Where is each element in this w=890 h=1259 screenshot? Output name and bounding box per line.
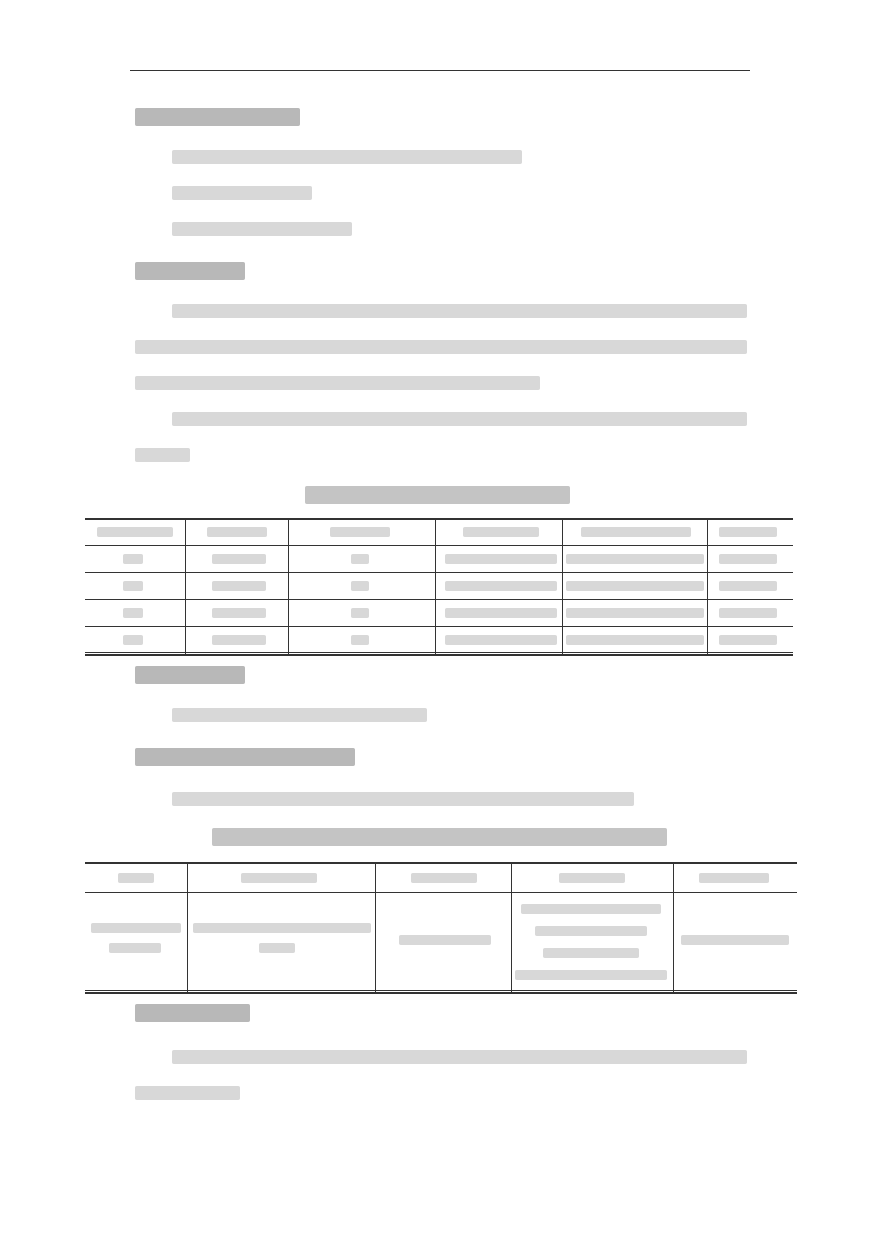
table-caption — [212, 828, 667, 846]
table-cell — [399, 935, 491, 945]
table-cell — [699, 873, 769, 883]
table-cell — [445, 608, 557, 618]
table-cell — [118, 873, 154, 883]
text-line — [135, 448, 190, 462]
section-heading — [135, 1004, 250, 1022]
table-cell — [241, 873, 317, 883]
text-line — [172, 222, 352, 236]
table-cell — [212, 554, 266, 564]
table-divider — [185, 520, 186, 654]
table-cell — [719, 554, 777, 564]
text-line — [135, 340, 747, 354]
table-divider — [435, 520, 436, 654]
table-row — [85, 600, 793, 627]
section-heading — [135, 262, 245, 280]
text-line — [172, 186, 312, 200]
table-cell — [212, 608, 266, 618]
table-divider — [288, 520, 289, 654]
text-line — [172, 412, 747, 426]
section-heading — [135, 108, 300, 126]
text-line — [172, 1050, 747, 1064]
data-table — [85, 518, 793, 656]
table-divider — [511, 864, 512, 992]
section-heading — [135, 666, 245, 684]
table-row — [85, 893, 797, 991]
table-cell — [566, 554, 704, 564]
table-cell — [515, 970, 667, 980]
table-row — [85, 573, 793, 600]
table-cell — [351, 581, 369, 591]
table-cell — [351, 608, 369, 618]
table-divider — [562, 520, 563, 654]
text-line — [135, 1086, 240, 1100]
table-cell — [445, 581, 557, 591]
table-cell — [719, 608, 777, 618]
table-cell — [212, 635, 266, 645]
table-cell — [123, 554, 143, 564]
text-line — [172, 150, 522, 164]
table-cell — [330, 527, 390, 537]
table-cell — [566, 608, 704, 618]
table-cell — [123, 608, 143, 618]
table-cell — [521, 904, 661, 914]
table-cell — [123, 581, 143, 591]
table-row — [85, 520, 793, 546]
table-cell — [123, 635, 143, 645]
table-cell — [351, 554, 369, 564]
table-cell — [719, 527, 777, 537]
table-cell — [91, 923, 181, 933]
table-cell — [463, 527, 539, 537]
table-divider — [187, 864, 188, 992]
table-cell — [445, 554, 557, 564]
table-caption — [305, 486, 570, 504]
table-cell — [212, 581, 266, 591]
table-cell — [566, 581, 704, 591]
table-cell — [719, 581, 777, 591]
section-heading — [135, 748, 355, 766]
table-cell — [259, 943, 295, 953]
table-cell — [97, 527, 173, 537]
table-row — [85, 864, 797, 893]
table-divider — [673, 864, 674, 992]
table-cell — [581, 527, 691, 537]
text-line — [172, 792, 634, 806]
text-line — [172, 304, 747, 318]
table-cell — [681, 935, 789, 945]
table-divider — [375, 864, 376, 992]
table-row — [85, 627, 793, 653]
table-cell — [719, 635, 777, 645]
text-line — [172, 708, 427, 722]
table-cell — [543, 948, 639, 958]
table-cell — [566, 635, 704, 645]
table-cell — [411, 873, 477, 883]
table-cell — [193, 923, 371, 933]
table-divider — [707, 520, 708, 654]
text-line — [135, 376, 540, 390]
page-header — [130, 50, 750, 71]
table-cell — [109, 943, 161, 953]
data-table — [85, 862, 797, 994]
table-cell — [445, 635, 557, 645]
table-cell — [559, 873, 625, 883]
table-cell — [535, 926, 647, 936]
table-row — [85, 546, 793, 573]
table-cell — [207, 527, 267, 537]
table-cell — [351, 635, 369, 645]
